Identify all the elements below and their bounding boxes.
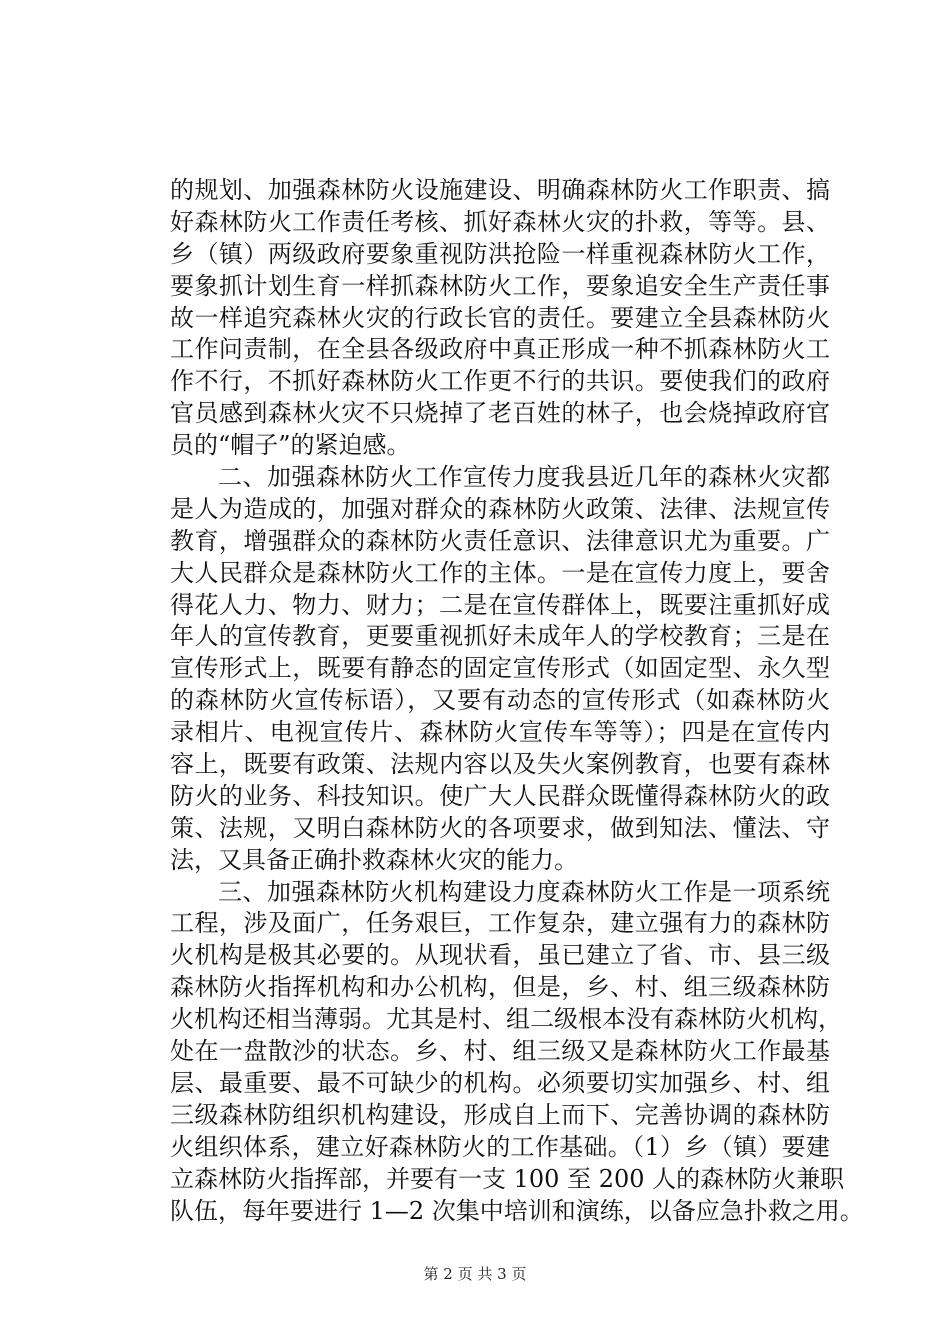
paragraph-1 xyxy=(170,175,830,462)
text-line: 大人民群众是森林防火工作的主体。一是在宣传力度上，要舍 xyxy=(170,558,830,587)
paragraph-2 xyxy=(170,462,830,877)
text-line: 年人的宣传教育，更要重视抓好未成年人的学校教育；三是在 xyxy=(170,622,830,651)
text-line: 故一样追究森林火灾的行政长官的责任。要建立全县森林防火 xyxy=(170,303,830,332)
text-line: 法，又具备正确扑救森林火灾的能力。 xyxy=(170,845,578,874)
text-line: 作不行，不抓好森林防火工作更不行的共识。要使我们的政府 xyxy=(170,367,830,396)
text-line: 立森林防火指挥部，并要有一支 100 至 200 人的森林防火兼职 xyxy=(170,1164,845,1193)
text-line: 策、法规，又明白森林防火的各项要求，做到知法、懂法、守 xyxy=(170,813,830,842)
paragraph-3 xyxy=(170,877,864,1228)
text-line: 森林防火指挥机构和办公机构，但是，乡、村、组三级森林防 xyxy=(170,973,830,1002)
text-line: 处在一盘散沙的状态。乡、村、组三级又是森林防火工作最基 xyxy=(170,1037,830,1066)
text-line: 是人为造成的，加强对群众的森林防火政策、法律、法规宣传 xyxy=(170,494,830,523)
text-line: 员的“帽子”的紧迫感。 xyxy=(170,431,411,460)
text-line: 得花人力、物力、财力；二是在宣传群体上，既要注重抓好成 xyxy=(170,590,830,619)
text-line: 宣传形式上，既要有静态的固定宣传形式（如固定型、永久型 xyxy=(170,654,830,683)
text-line: 工作问责制，在全县各级政府中真正形成一种不抓森林防火工 xyxy=(170,335,830,364)
text-line: 的森林防火宣传标语），又要有动态的宣传形式（如森林防火 xyxy=(170,686,830,715)
text-line: 要象抓计划生育一样抓森林防火工作，要象追安全生产责任事 xyxy=(170,271,830,300)
text-line: 好森林防火工作责任考核、抓好森林火灾的扑救，等等。县、 xyxy=(170,207,830,236)
text-line: 录相片、电视宣传片、森林防火宣传车等等）；四是在宣传内 xyxy=(170,718,830,747)
text-line: 三级森林防组织机构建设，形成自上而下、完善协调的森林防 xyxy=(170,1100,830,1129)
text-line: 教育，增强群众的森林防火责任意识、法律意识尤为重要。广 xyxy=(170,526,830,555)
text-line: 工程，涉及面广，任务艰巨，工作复杂，建立强有力的森林防 xyxy=(170,909,830,938)
text-line: 防火的业务、科技知识。使广大人民群众既懂得森林防火的政 xyxy=(170,781,830,810)
text-line: 三、加强森林防火机构建设力度森林防火工作是一项系统 xyxy=(218,877,830,906)
text-line: 火机构是极其必要的。从现状看，虽已建立了省、市、县三级 xyxy=(170,941,830,970)
text-line: 层、最重要、最不可缺少的机构。必须要切实加强乡、村、组 xyxy=(170,1068,830,1097)
text-line: 乡（镇）两级政府要象重视防洪抢险一样重视森林防火工作， xyxy=(170,239,830,268)
text-line: 火组织体系，建立好森林防火的工作基础。（1）乡（镇）要建 xyxy=(170,1132,830,1161)
text-line: 二、加强森林防火工作宣传力度我县近几年的森林火灾都 xyxy=(218,463,830,492)
text-line: 官员感到森林火灾不只烧掉了老百姓的林子，也会烧掉政府官 xyxy=(170,399,830,428)
body-text xyxy=(170,175,864,1227)
text-line: 的规划、加强森林防火设施建设、明确森林防火工作职责、搞 xyxy=(170,176,830,204)
text-line: 队伍，每年要进行 1—2 次集中培训和演练，以备应急扑救之用。 xyxy=(170,1196,864,1225)
text-line: 容上，既要有政策、法规内容以及失火案例教育，也要有森林 xyxy=(170,750,830,779)
page-number-footer: 第 2 页 共 3 页 xyxy=(423,1265,527,1283)
text-line: 火机构还相当薄弱。尤其是村、组二级根本没有森林防火机构， xyxy=(170,1005,842,1034)
